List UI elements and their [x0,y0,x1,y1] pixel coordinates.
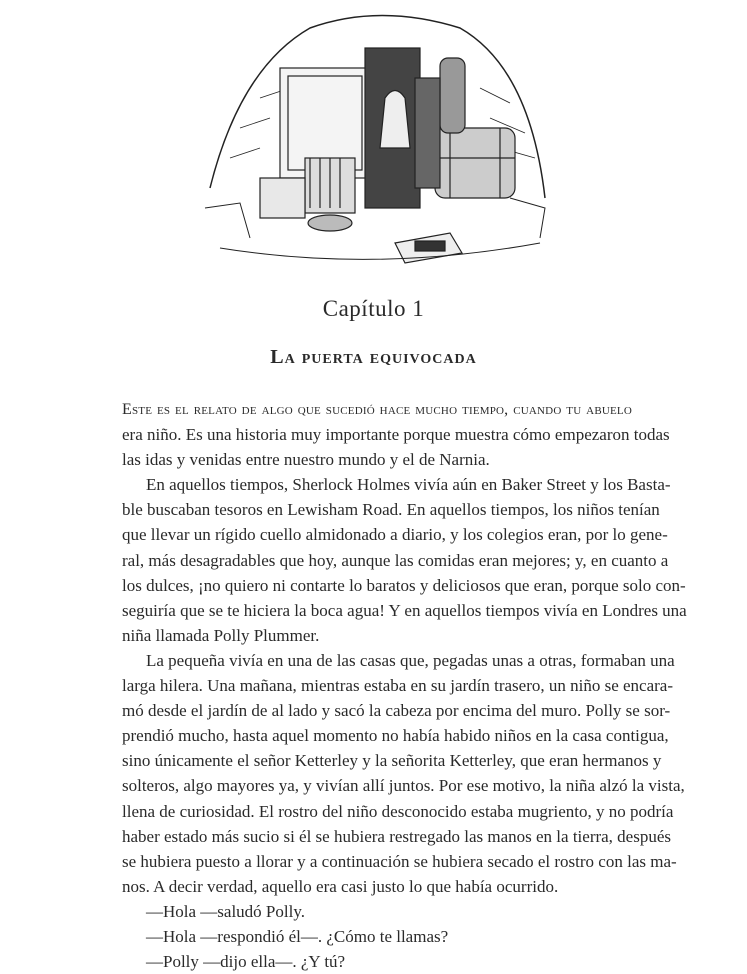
chapter-illustration-attic [200,8,550,278]
text-line: se hubiera puesto a llorar y a continuación se hubiera secado el rostro con las ma- [122,851,677,871]
text-line: solteros, algo mayores ya, y vivían allí juntos. Por ese motivo, la niña alzó la vista, [122,776,685,796]
chapter-body-text [122,397,687,974]
text-line: En aquellos tiempos, Sherlock Holmes vivía aún en Baker Street y los Basta- [146,475,671,495]
text-line: haber estado más sucio si él se hubiera restregado las manos en la tierra, después [122,826,672,846]
text-line: niña llamada Polly Plummer. [122,625,320,645]
text-line: —Hola —saludó Polly. [146,901,305,921]
text-line: ble buscaban tesoros en Lewisham Road. En aquellos tiempos, los niños tenían [122,500,660,520]
text-line: ral, más desagradables que hoy, aunque las comidas eran mejores; y, en cuanto a [122,550,669,570]
text-line: prendió mucho, hasta aquel momento no había habido niños en la casa contigua, [122,726,669,746]
text-line: —Polly —dijo ella—. ¿Y tú? [146,952,346,972]
text-line: Este es el relato de algo que sucedió hace mucho tiempo, cuando tu abuelo [122,401,632,418]
text-line: las idas y venidas entre nuestro mundo y el de Narnia. [122,450,490,470]
text-line: larga hilera. Una mañana, mientras estaba en su jardín trasero, un niño se encara- [122,676,674,696]
text-line: llena de curiosidad. El rostro del niño desconocido estaba mugriento, y no podría [122,801,674,821]
text-line: nos. A decir verdad, aquello era casi justo lo que había ocurrido. [122,876,559,896]
text-line: —Hola —respondió él—. ¿Cómo te llamas? [146,926,449,946]
text-line: mó desde el jardín de al lado y sacó la cabeza por encima del muro. Polly se sor- [122,701,671,721]
text-line: era niño. Es una historia muy importante porque muestra cómo empezaron todas [122,425,670,445]
text-line: sino únicamente el señor Ketterley y la señorita Ketterley, que eran hermanos y [122,751,662,771]
text-line: que llevar un rígido cuello almidonado a diario, y los colegios eran, por lo gene- [122,525,668,545]
chapter-number: Capítulo 1 [322,296,425,321]
text-line: seguiría que se te hiciera la boca agua! Y en aquellos tiempos vivía en Londres una [122,600,687,620]
text-line: La pequeña vivía en una de las casas que, pegadas unas a otras, formaban una [146,650,675,670]
text-line: los dulces, ¡no quiero ni contarte lo baratos y deliciosos que eran, porque solo con- [122,575,686,595]
chapter-title: La puerta equivocada [270,346,477,368]
